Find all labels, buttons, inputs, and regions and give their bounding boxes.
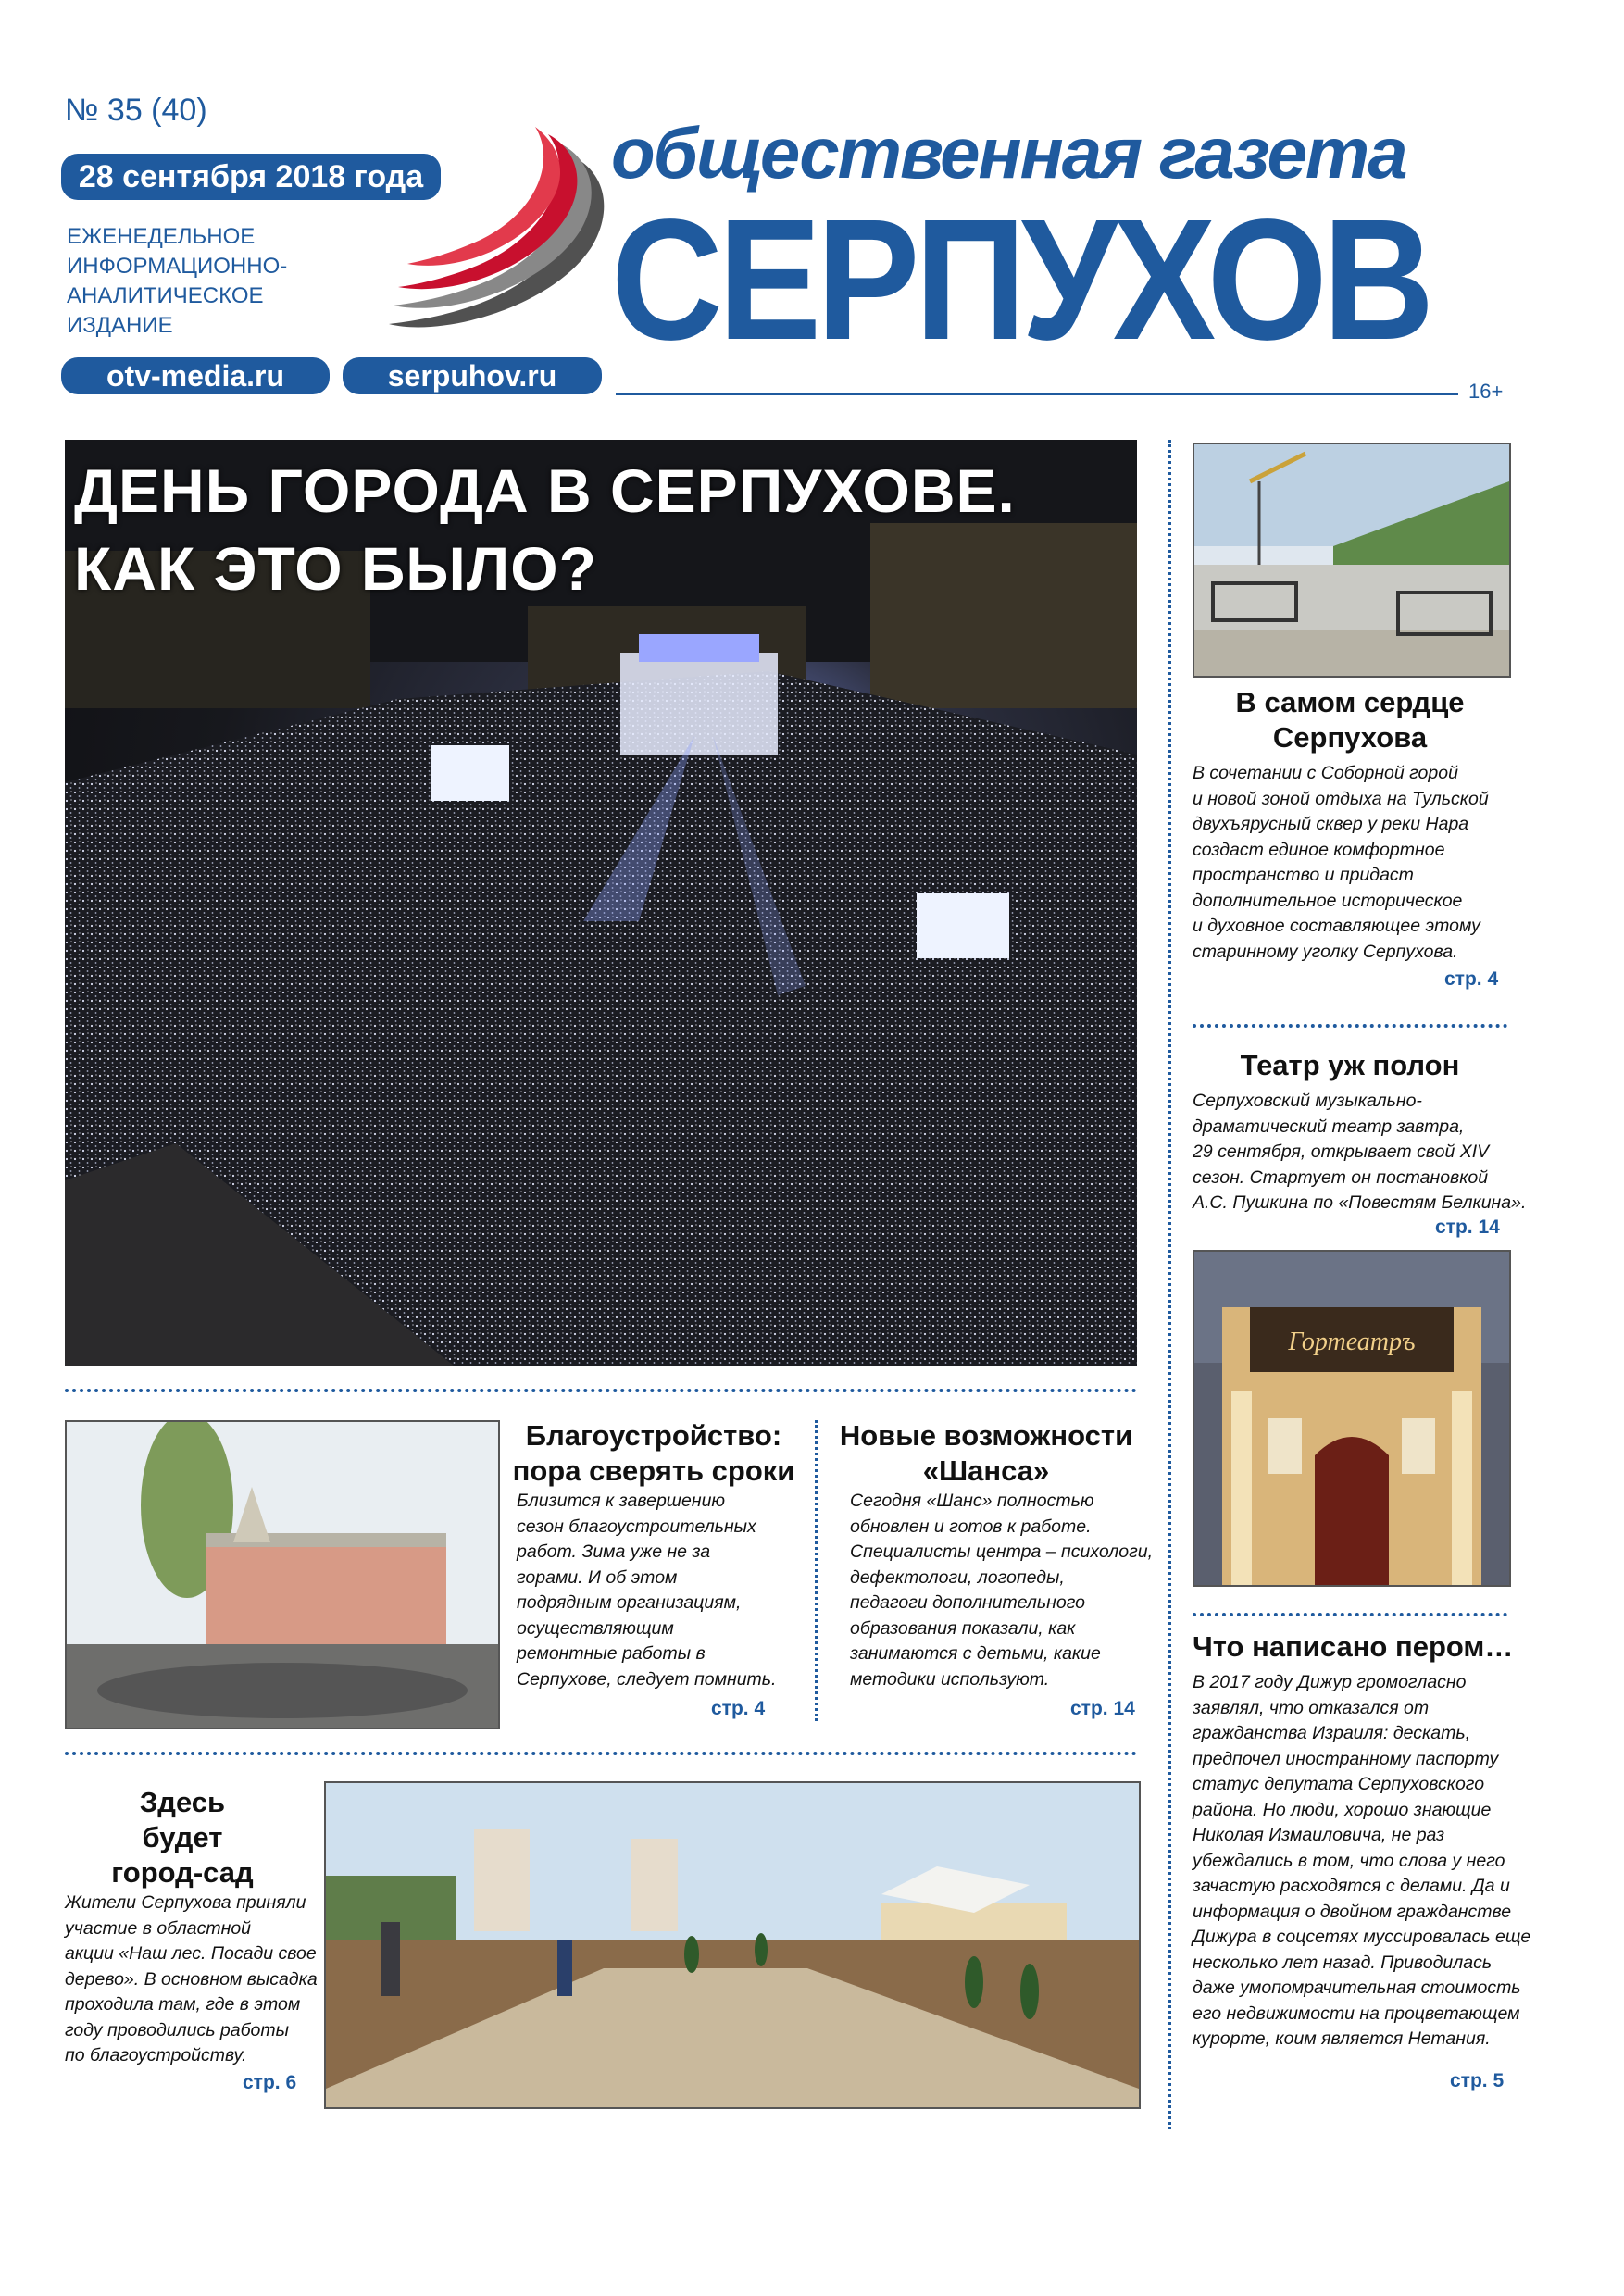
headline-line: Здесь [139, 1786, 226, 1818]
theatre-sign: Гортеатръ [1288, 1328, 1416, 1356]
text-line: по благоустройству. [65, 2045, 247, 2065]
text-line: статус депутата Серпуховского [1193, 1774, 1485, 1794]
theatre-illustration [1194, 1252, 1509, 1585]
text-line: Серпуховский музыкально- [1193, 1091, 1422, 1111]
text-line: ремонтные работы в [517, 1643, 706, 1664]
headline-teatr[interactable] [1193, 1048, 1507, 1083]
sidebar-divider [1168, 440, 1171, 2129]
text-line: его недвижимости на процветающем [1193, 2003, 1520, 2024]
sidebar-separator [1193, 1024, 1507, 1028]
text-line: даже умопомрачительная стоимость [1193, 1978, 1521, 1998]
text-line: участие в областной [65, 1917, 252, 1939]
text-line: осуществляющим [517, 1617, 674, 1639]
text-line: дефектологи, логопеды, [850, 1566, 1065, 1588]
text-serdce [1193, 761, 1507, 965]
description-line: АНАЛИТИЧЕСКОЕ [67, 283, 264, 308]
masthead-title: СЕРПУХОВ [611, 184, 1430, 376]
text-line: дерево». В основном высадка [65, 1968, 318, 1990]
garden-illustration [326, 1783, 1139, 2107]
description-line: ИНФОРМАЦИОННО- [67, 254, 288, 279]
headline-line: Что написано пером… [1193, 1630, 1514, 1663]
text-line: подрядным организациям, [517, 1592, 742, 1613]
url-serpuhov[interactable]: serpuhov.ru [343, 357, 602, 394]
headline-line: Театр уж полон [1240, 1049, 1460, 1081]
headline-line: «Шанса» [922, 1454, 1050, 1487]
headline-line: Серпухова [1272, 721, 1428, 754]
page-ref[interactable]: стр. 14 [1435, 1217, 1500, 1238]
url-otv-media[interactable]: otv-media.ru [61, 357, 330, 394]
publication-description [67, 222, 344, 341]
text-line: Сегодня «Шанс» полностью [850, 1491, 1094, 1511]
masthead-rule [616, 393, 1458, 395]
headline-line: Новые возможности [839, 1419, 1133, 1452]
photo-garden-planting [324, 1781, 1141, 2109]
text-line: курорте, коим является Нетания. [1193, 2028, 1491, 2049]
lead-headline[interactable] [74, 452, 1016, 607]
text-line: Николая Измаиловича, не раз [1193, 1825, 1445, 1845]
bottom-separator [65, 1752, 1137, 1755]
lead-headline-line: ДЕНЬ ГОРОДА В СЕРПУХОВЕ. [74, 456, 1016, 525]
page-ref[interactable]: стр. 4 [711, 1698, 766, 1719]
text-blago [517, 1489, 794, 1692]
headline-perom[interactable] [1193, 1629, 1514, 1665]
text-line: Специалисты центра – психологи, [850, 1541, 1153, 1562]
headline-line: В самом сердце [1235, 686, 1465, 718]
text-line: несколько лет назад. Приводилась [1193, 1952, 1493, 1973]
issue-date: 28 сентября 2018 года [61, 154, 441, 200]
text-line: зачастую расходятся с делами. Да и [1193, 1876, 1510, 1896]
age-rating: 16+ [1468, 380, 1504, 403]
headline-gorod-sad[interactable] [65, 1785, 300, 1890]
text-line: горами. И об этом [517, 1566, 678, 1588]
text-line: образования показали, как [850, 1617, 1076, 1639]
middle-separator [65, 1389, 1137, 1392]
text-line: Жители Серпухова приняли [65, 1892, 306, 1913]
text-line: 29 сентября, открывает свой XIV [1193, 1142, 1490, 1162]
text-line: двухъярусный сквер у реки Нара [1193, 814, 1469, 834]
text-line: района. Но люди, хорошо знающие [1193, 1799, 1492, 1820]
issue-number: № 35 (40) [65, 93, 207, 128]
lead-headline-line: КАК ЭТО БЫЛО? [74, 534, 597, 603]
text-line: В 2017 году Дижур громогласно [1193, 1672, 1467, 1692]
page-ref[interactable]: стр. 14 [1070, 1698, 1135, 1719]
headline-serdce[interactable] [1193, 685, 1507, 755]
text-line: старинному уголку Серпухова. [1193, 941, 1458, 962]
description-line: ЕЖЕНЕДЕЛЬНОЕ [67, 224, 256, 249]
headline-line: пора сверять сроки [512, 1454, 795, 1487]
page-ref[interactable]: стр. 6 [243, 2072, 297, 2093]
square-illustration [1194, 444, 1509, 676]
text-line: предпочел иностранному паспорту [1193, 1748, 1499, 1769]
middle-column-divider [815, 1420, 818, 1721]
masthead-subtitle: общественная газета [611, 112, 1406, 193]
photo-theatre [1193, 1250, 1511, 1587]
headline-shans[interactable] [833, 1418, 1139, 1489]
text-line: акции «Наш лес. Посади свое [65, 1943, 317, 1964]
text-teatr [1193, 1089, 1527, 1217]
photo-square-benches [1193, 443, 1511, 678]
text-line: и новой зоной отдыха на Тульской [1193, 788, 1489, 809]
page-ref[interactable]: стр. 5 [1450, 2070, 1505, 2091]
text-shans [850, 1489, 1153, 1692]
text-line: сезон благоустроительных [517, 1516, 756, 1537]
swirl-logo-icon [370, 106, 620, 356]
text-line: гражданства Израиля: дескать, [1193, 1723, 1471, 1743]
text-gorod-sad [65, 1890, 318, 2069]
text-line: Дижура в соцсетях муссировалась еще [1193, 1927, 1531, 1947]
headline-line: будет [142, 1821, 223, 1853]
headline-blago[interactable] [496, 1418, 811, 1489]
description-line: ИЗДАНИЕ [67, 313, 173, 338]
photo-blagoustroistvo [65, 1420, 500, 1729]
text-line: методики используют. [850, 1668, 1050, 1690]
text-line: А.С. Пушкина по «Повестям Белкина». [1193, 1192, 1527, 1213]
text-line: обновлен и готов к работе. [850, 1516, 1092, 1537]
text-line: и духовное составляющее этому [1193, 916, 1480, 936]
text-line: создаст единое комфортное [1193, 839, 1445, 860]
text-line: пространство и придаст [1193, 865, 1414, 885]
headline-line: город-сад [111, 1856, 254, 1889]
text-line: Серпухове, следует помнить. [517, 1668, 777, 1690]
text-line: году проводились работы [65, 2019, 289, 2040]
text-line: дополнительное историческое [1193, 890, 1463, 911]
text-line: убеждались в том, что слова у него [1193, 1850, 1505, 1871]
text-line: работ. Зима уже не за [517, 1541, 711, 1562]
text-line: В сочетании с Соборной горой [1193, 763, 1458, 783]
blago-illustration [67, 1422, 498, 1728]
text-line: занимаются с детьми, какие [850, 1643, 1101, 1664]
text-line: сезон. Стартует он постановкой [1193, 1167, 1489, 1188]
text-line: проходила там, где в этом [65, 1994, 301, 2015]
headline-line: Благоустройство: [525, 1419, 782, 1452]
text-line: информация о двойном гражданстве [1193, 1901, 1512, 1922]
text-line: педагоги дополнительного [850, 1592, 1085, 1613]
page-ref[interactable]: стр. 4 [1444, 968, 1499, 990]
text-perom [1193, 1670, 1531, 2053]
text-line: заявлял, что отказался от [1193, 1697, 1430, 1718]
text-line: Близится к завершению [517, 1491, 726, 1511]
sidebar-separator [1193, 1613, 1507, 1616]
text-line: драматический театр завтра, [1193, 1116, 1465, 1137]
